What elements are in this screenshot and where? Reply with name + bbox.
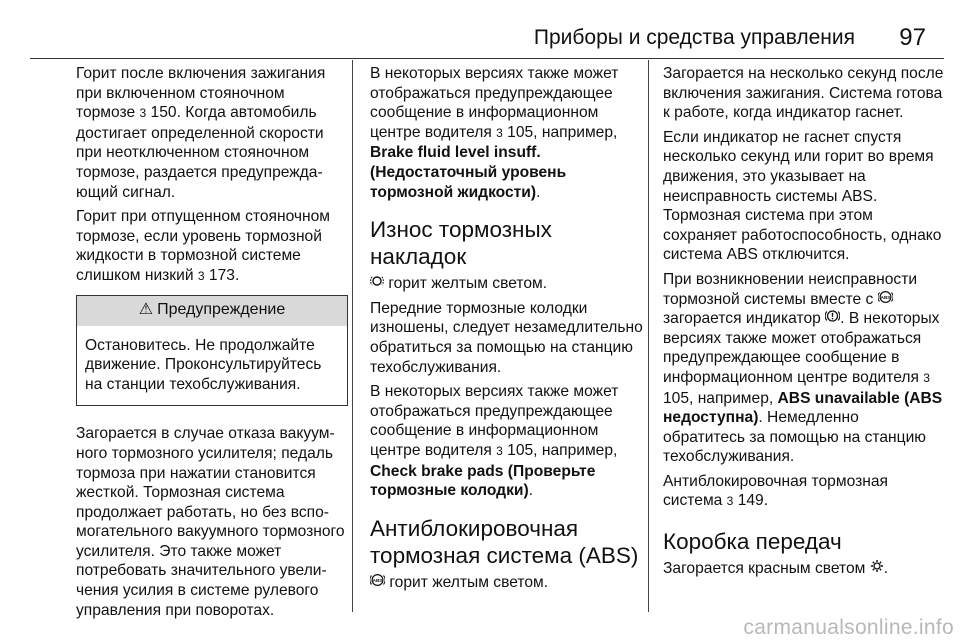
page-ref[interactable]: 105 [663,389,690,407]
paragraph-abs-startup: Загорается на несколько секунд после включения зажигания. Система готова к работе, когда индикатор гаснет. [663,65,944,122]
page-title: Приборы и средства управления [533,26,855,49]
paragraph-gearbox-light: Загорается красным светом . [663,560,889,578]
page-ref-icon: 3 [923,370,930,385]
page-ref[interactable]: 105 [507,123,534,141]
page-ref[interactable]: 150 [150,104,177,122]
column-divider-1 [352,60,353,612]
paragraph-vacuum-booster: Загорается в случае отказа вакуумного тормозного усилителя; педаль тормоза при нажатии становится жесткой. Тормозная система продолжает работать, но без вспомогательного вакуумного тормозного усилителя. Это также может потребовать значительного увеличения усилия в системе рулевого управления при поворотах. [76,425,345,619]
gearbox-icon [870,559,884,575]
heading-brake-pad-wear: Износ тормозных накладок [370,217,552,270]
heading-gearbox: Коробка передач [663,529,842,555]
column-2 [370,64,644,597]
paragraph-abs-light: ABS горит желтым светом. [370,573,644,593]
page-ref-icon: 3 [197,268,205,283]
column-3 [663,64,945,584]
brake-pad-wear-icon [370,274,384,290]
page-ref-icon: 3 [496,125,503,140]
header-rule [30,58,944,59]
page-ref[interactable]: 105 [507,441,534,459]
page-ref-icon: 3 [726,494,734,509]
watermark: carmanualsonline.info [743,616,954,639]
column-divider-2 [648,60,649,612]
heading-abs: Антиблокировочная тормозная система (ABS) [370,515,639,568]
warning-triangle-icon: ⚠ [138,300,154,318]
message-abs-unavailable: ABS unavailable (ABS недоступна) [663,389,943,427]
paragraph-parking-brake: Горит после включения зажигания при включенном стояночном тормозе 3 150. Когда автомобиль достигает определенной скорости при неотключенном стояночном тормозе, раздается предупреждающий сигнал. [76,65,326,201]
paragraph-abs-fault: Если индикатор не гаснет спустя несколько секунд или горит во время движения, это указывает на неисправность системы ABS. Тормозная система при этом сохраняет работоспособность, однако система ABS отключится. [663,128,942,264]
paragraph-brake-fluid-message: В некоторых версиях также может отображаться предупреждающее сообщение в информационном центре водителя 3 105, например, Brake fluid level insuff. (Недостаточный уровень тормозной жидкости). [370,65,619,201]
page-number: 97 [899,24,926,51]
page-header [0,0,960,56]
message-brake-fluid: Brake fluid level insuff. (Недостаточный уровень тормозной жидкости) [370,144,567,201]
svg-text:ABS: ABS [372,577,383,583]
paragraph-brake-pad-message: В некоторых версиях также может отображаться предупреждающее сообщение в информационном центре водителя 3 105, например, Check brake pads (Проверьте тормозные колодки). [370,383,619,500]
svg-text:ABS: ABS [880,294,890,300]
abs-icon [370,573,385,589]
paragraph-brake-system-fault: При возникновении неисправности тормозной системы вместе с ABS загорается индикатор . В некоторых версиях также может отображаться предупреждающее сообщение в информационном центре водителя 3 105, например, ABS unavailable (ABS недоступна). Немедленно обратитесь за помощью на станцию техобслуживания. [663,270,943,466]
warning-text: Остановитесь. Не продолжайте движение. Проконсультируйтесь на станции техобслуживания. [85,336,322,393]
brake-system-icon [825,309,840,325]
paragraph-brake-pad-worn: Передние тормозные колодки изношены, следует незамедлительно обратиться за помощью на станцию техобслуживания. [370,299,643,376]
warning-header [77,296,347,326]
warning-box [76,295,348,407]
page-ref-icon: 3 [496,443,503,458]
abs-icon [878,290,893,306]
page-ref-icon: 3 [139,106,147,121]
paragraph-brake-fluid: Горит при отпущенном стояночном тормозе, если уровень тормозной жидкости в тормозной системе слишком низкий 3 173. [76,208,331,284]
paragraph-abs-reference: Антиблокировочная тормозная система 3 149. [663,472,888,510]
page-ref[interactable]: 173 [208,266,235,284]
warning-title: Предупреждение [157,300,286,318]
message-check-brake-pads: Check brake pads (Проверьте тормозные колодки) [370,462,596,500]
paragraph-brake-pad-light: горит желтым светом. [370,274,644,294]
page-ref[interactable]: 149 [737,492,764,510]
column-1 [76,64,348,625]
